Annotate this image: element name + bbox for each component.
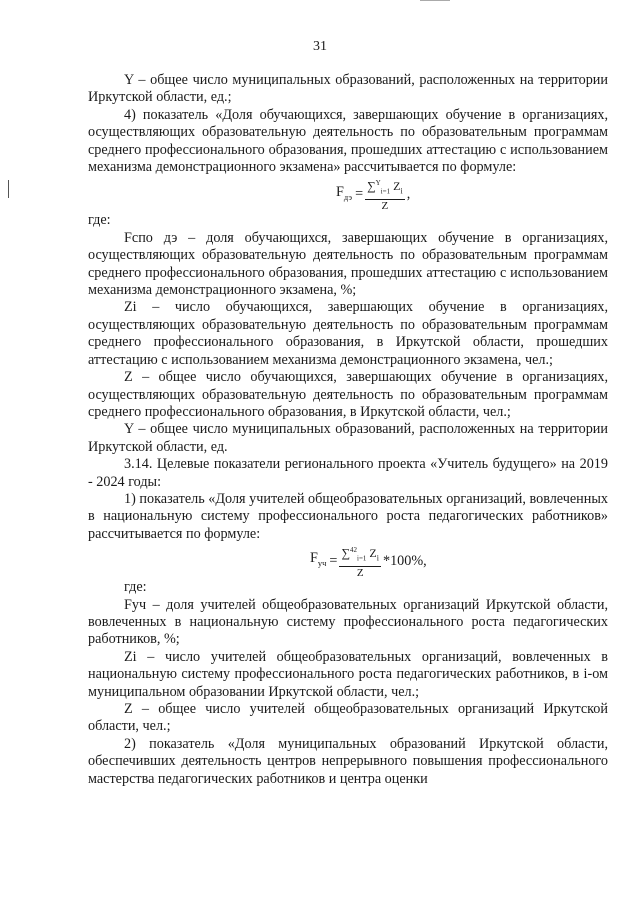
- formula-lhs: [310, 550, 326, 572]
- sum-sign: ∑: [341, 546, 350, 561]
- formula-variable: Z: [393, 179, 401, 194]
- sum-upper: 42: [350, 546, 357, 555]
- paragraph: Z – общее число обучающихся, завершающих обучение в организациях, осуществляющих образовательную деятельность по образовательным программам среднего профессионального образования, в Иркутской области, чел.;: [88, 369, 608, 420]
- document-body: [88, 72, 608, 788]
- formula-block: [88, 543, 608, 579]
- formula-fraction: [365, 176, 405, 212]
- sum-lower: i=1: [357, 554, 367, 563]
- formula-equals: =: [355, 185, 364, 202]
- formula-variable: Z: [369, 546, 377, 561]
- formula-equals: =: [329, 552, 338, 569]
- sum-sign: ∑: [367, 179, 376, 194]
- formula-tail: *100%,: [382, 552, 427, 569]
- formula-block: [88, 176, 608, 212]
- where-label: где:: [124, 579, 147, 596]
- scan-mark: [8, 180, 9, 198]
- section-heading: 3.14. Целевые показатели регионального проекта «Учитель будущего» на 2019 - 2024 годы:: [88, 456, 608, 490]
- formula-subscript: уч: [317, 558, 327, 569]
- paragraph: Y – общее число муниципальных образований, расположенных на территории Иркутской области, ед.;: [88, 72, 608, 106]
- paragraph: 1) показатель «Доля учителей общеобразовательных организаций, вовлеченных в национальную систему профессионального роста педагогических работников» рассчитывается по формуле:: [88, 490, 608, 542]
- paragraph: Zi – число обучающихся, завершающих обучение в организациях, осуществляющих образовательную деятельность по образовательным программам среднего профессионального образования, в Иркутской области, прошедших аттестацию с использованием механизма демонстрационного экзамена, чел.;: [88, 299, 608, 368]
- paragraph: Zi – число учителей общеобразовательных организаций, вовлеченных в национальную систему профессионального роста педагогических работников, в i-ом муниципальном образовании Иркутской области, чел.;: [88, 648, 608, 700]
- formula: [310, 543, 427, 579]
- formula-subscript: i: [400, 186, 403, 196]
- paragraph: 4) показатель «Доля обучающихся, завершающих обучение в организациях, осуществляющих образовательную деятельность по образовательным программам среднего профессионального образования, прошедших аттестацию с использованием механизма демонстрационного экзамена» рассчитывается по формуле:: [88, 106, 608, 176]
- formula-subscript: дэ: [343, 191, 353, 202]
- paragraph: 2) показатель «Доля муниципальных образований Иркутской области, обеспечивших деятельность центров непрерывного повышения профессионального мастерства педагогических работников и центра оценки: [88, 735, 608, 787]
- sum-lower: i=1: [380, 187, 391, 196]
- paragraph: Fуч – доля учителей общеобразовательных организаций Иркутской области, вовлеченных в национальную систему профессионального роста педагогических работников, %;: [88, 596, 608, 648]
- formula-symbol: F: [336, 183, 344, 200]
- where-label: где:: [88, 212, 111, 229]
- scan-mark: [420, 0, 450, 1]
- paragraph: Z – общее число учителей общеобразовательных организаций Иркутской области, чел.;: [88, 701, 608, 735]
- formula: [336, 176, 410, 212]
- paragraph: Y – общее число муниципальных образований, расположенных на территории Иркутской области, ед.: [88, 421, 608, 455]
- formula-tail: ,: [406, 185, 411, 202]
- formula-symbol: F: [310, 550, 318, 567]
- formula-denominator: Z: [356, 566, 364, 579]
- formula-subscript: i: [376, 553, 379, 563]
- paragraph: Fспо дэ – доля обучающихся, завершающих обучение в организациях, осуществляющих образовательную деятельность по образовательным программам среднего профессионального образования, прошедших аттестацию с использованием механизма демонстрационного экзамена, %;: [88, 229, 608, 299]
- formula-fraction: [339, 543, 381, 579]
- formula-denominator: Z: [381, 199, 389, 212]
- formula-numerator: [365, 176, 405, 199]
- formula-lhs: [336, 184, 352, 206]
- formula-numerator: [339, 543, 381, 566]
- sum-upper: Y: [375, 179, 381, 188]
- page-number: 31: [313, 39, 327, 54]
